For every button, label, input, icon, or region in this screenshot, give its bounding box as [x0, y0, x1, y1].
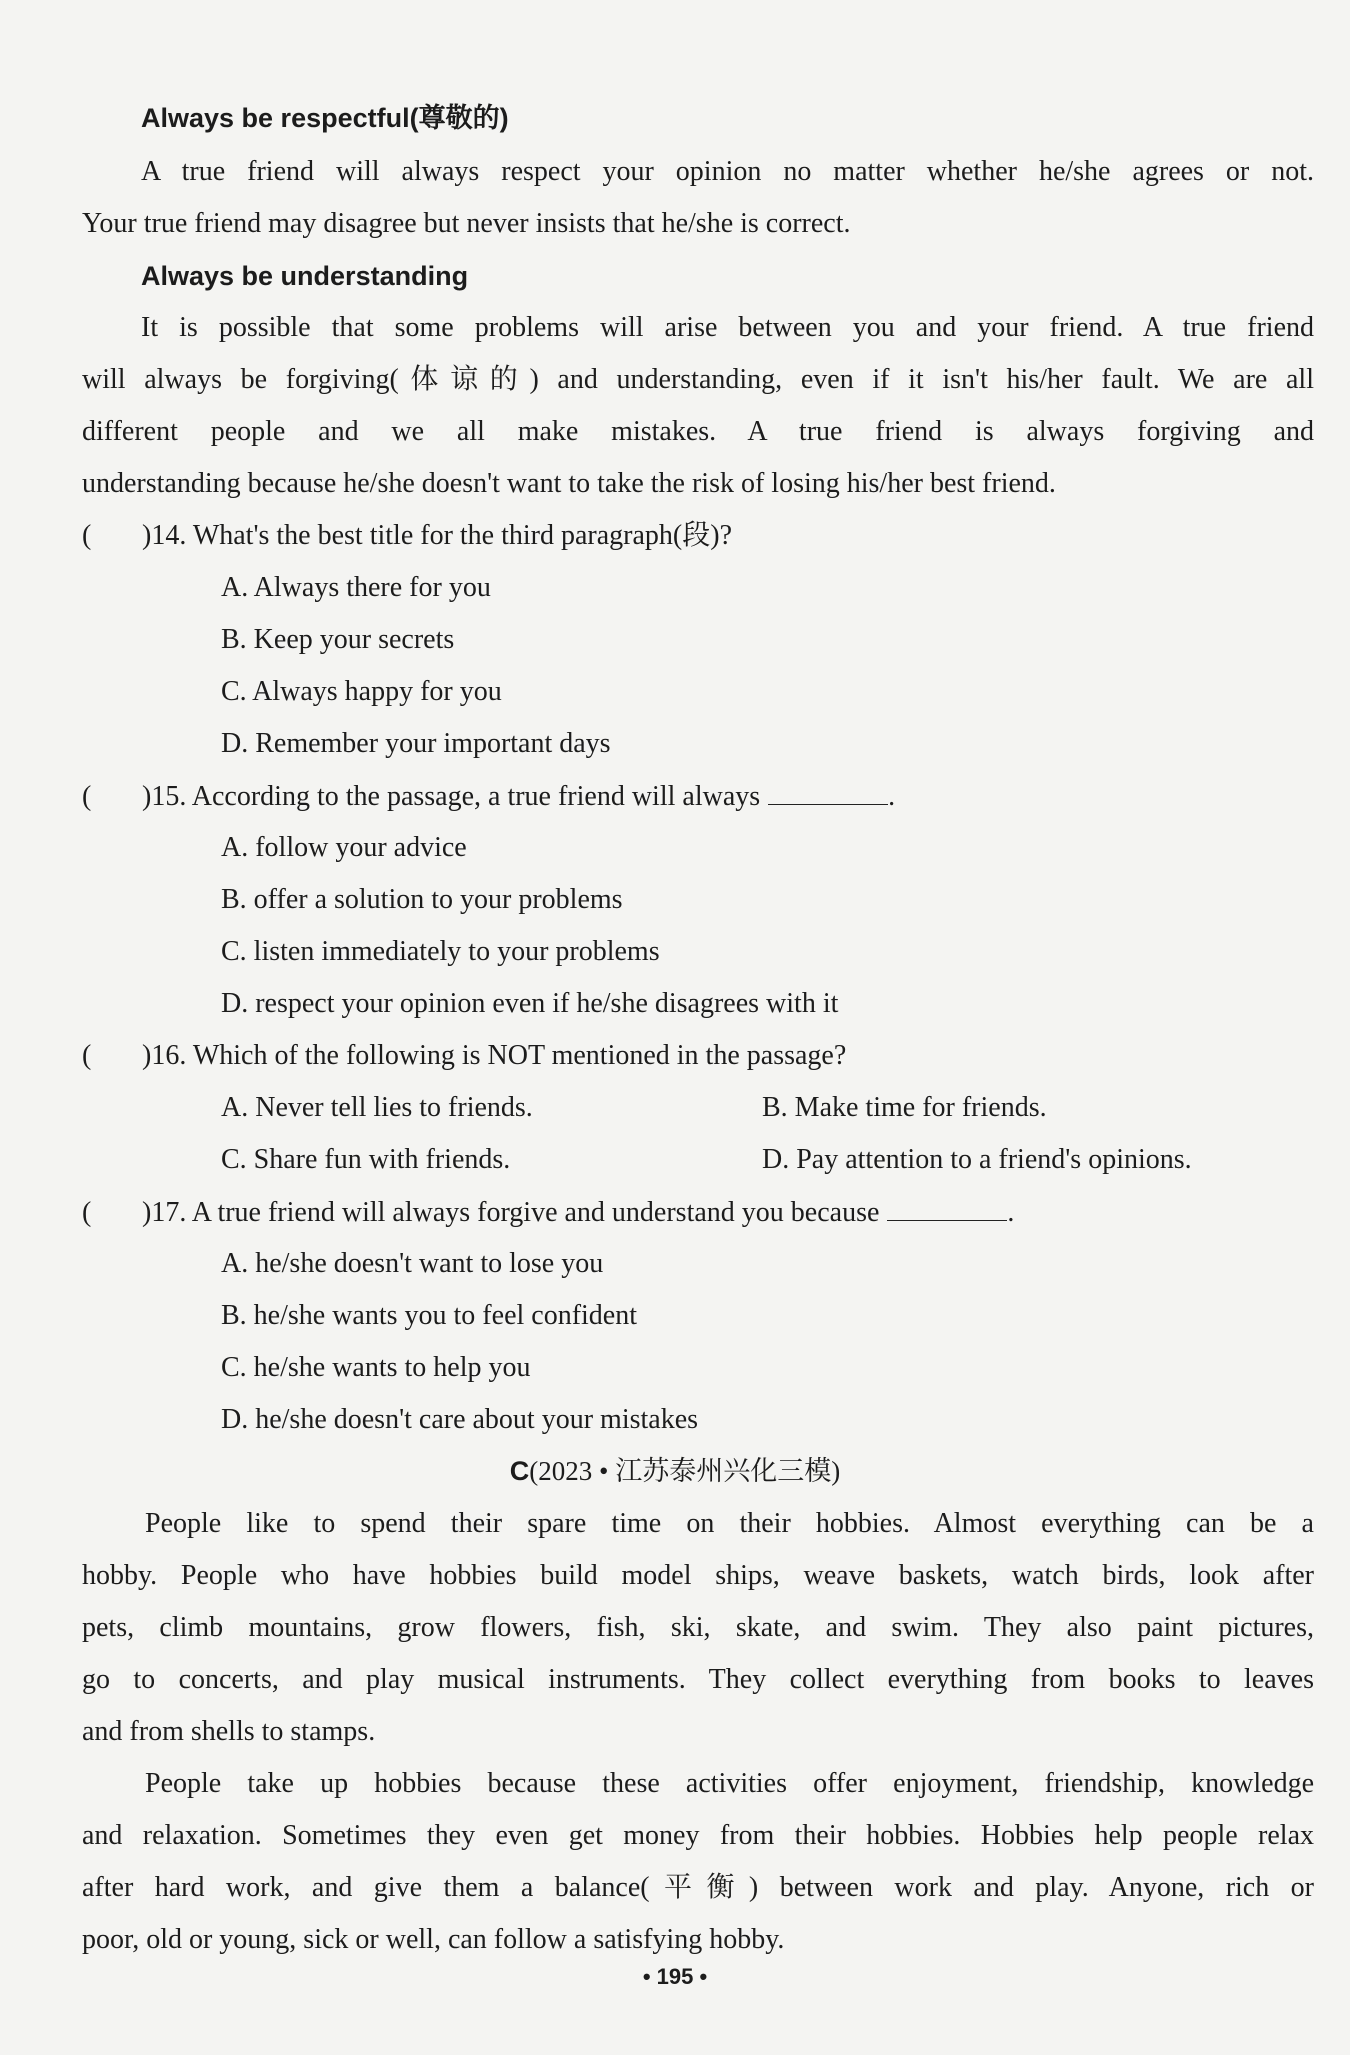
answer-blank[interactable]: [768, 776, 888, 805]
option-a: A. he/she doesn't want to lose you: [221, 1248, 604, 1279]
paragraph-line: understanding because he/she doesn't want to take the risk of losing his/her best friend.: [82, 468, 1056, 499]
section-source: (2023 • 江苏泰州兴化三模): [529, 1456, 841, 1486]
option-a: A. follow your advice: [221, 832, 467, 863]
option-b: B. he/she wants you to feel confident: [221, 1300, 638, 1331]
paragraph-line: People like to spend their spare time on their hobbies. Almost everything can be a: [145, 1508, 1314, 1539]
paragraph-line: and relaxation. Sometimes they even get money from their hobbies. Hobbies help people relax: [82, 1820, 1314, 1851]
paragraph-line: will always be forgiving(体谅的) and understanding, even if it isn't his/her fault. We are all: [82, 364, 1314, 395]
heading-understanding: Always be understanding: [141, 261, 469, 291]
option-c: C. he/she wants to help you: [221, 1352, 531, 1383]
paragraph-line: Your true friend may disagree but never insists that he/she is correct.: [82, 208, 851, 239]
option-a: A. Never tell lies to friends.: [221, 1092, 533, 1123]
question-stem: )17. A true friend will always forgive and understand you because: [142, 1197, 880, 1228]
paragraph-line: and from shells to stamps.: [82, 1716, 376, 1747]
option-d: D. he/she doesn't care about your mistakes: [221, 1404, 699, 1435]
option-b: B. Keep your secrets: [221, 624, 455, 655]
option-c: C. Share fun with friends.: [221, 1144, 511, 1175]
answer-paren[interactable]: (: [82, 781, 92, 812]
section-letter: C: [509, 1456, 530, 1486]
option-d: D. respect your opinion even if he/she disagrees with it: [221, 988, 839, 1019]
paragraph-line: pets, climb mountains, grow flowers, fish, ski, skate, and swim. They also paint pictures,: [82, 1612, 1314, 1643]
question-14: [82, 516, 732, 556]
answer-paren[interactable]: (: [82, 1040, 92, 1071]
paragraph-line: poor, old or young, sick or well, can follow a satisfying hobby.: [82, 1924, 785, 1955]
answer-blank[interactable]: [887, 1192, 1007, 1221]
paragraph-line: People take up hobbies because these activities offer enjoyment, friendship, knowledge: [145, 1768, 1314, 1799]
paragraph-line: after hard work, and give them a balance(平衡) between work and play. Anyone, rich or: [82, 1872, 1314, 1903]
answer-paren[interactable]: (: [82, 1197, 92, 1228]
question-stem: )14. What's the best title for the third paragraph(段)?: [142, 520, 732, 551]
option-b: B. Make time for friends.: [762, 1092, 1047, 1123]
option-d: D. Pay attention to a friend's opinions.: [762, 1144, 1192, 1175]
paragraph-line: It is possible that some problems will arise between you and your friend. A true friend: [141, 312, 1314, 343]
question-17: ( )17. A true friend will always forgive and understand you because .: [82, 1192, 1014, 1233]
option-c: C. listen immediately to your problems: [221, 936, 660, 967]
section-title: [0, 1452, 1350, 1490]
question-stem: )16. Which of the following is NOT mentioned in the passage?: [142, 1040, 847, 1071]
paragraph-line: A true friend will always respect your opinion no matter whether he/she agrees or not.: [141, 156, 1314, 187]
option-a: A. Always there for you: [221, 572, 491, 603]
question-16: [82, 1036, 846, 1076]
option-b: B. offer a solution to your problems: [221, 884, 623, 915]
question-stem: )15. According to the passage, a true friend will always: [142, 781, 761, 812]
answer-paren[interactable]: (: [82, 520, 92, 551]
question-15: ( )15. According to the passage, a true friend will always .: [82, 776, 895, 817]
heading-respectful: Always be respectful(尊敬的): [141, 103, 509, 133]
option-d: D. Remember your important days: [221, 728, 611, 759]
paragraph-line: different people and we all make mistakes. A true friend is always forgiving and: [82, 416, 1314, 447]
page-number: • 195 •: [642, 1964, 708, 1989]
option-c: C. Always happy for you: [221, 676, 502, 707]
paragraph-line: go to concerts, and play musical instruments. They collect everything from books to leaves: [82, 1664, 1314, 1695]
paragraph-line: hobby. People who have hobbies build model ships, weave baskets, watch birds, look after: [82, 1560, 1314, 1591]
